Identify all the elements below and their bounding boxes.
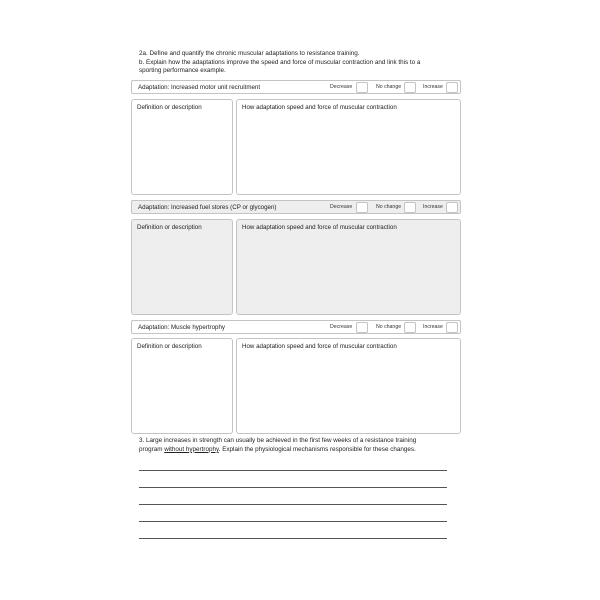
- no-change-label: No change: [376, 204, 402, 210]
- definition-label: Definition or description: [137, 224, 202, 231]
- definition-label: Definition or description: [137, 343, 202, 350]
- adaptation-title: Adaptation: Muscle hypertrophy: [138, 324, 226, 331]
- increase-label: Increase: [423, 204, 443, 210]
- definition-box-1[interactable]: [131, 99, 233, 195]
- explanation-box-3[interactable]: [236, 338, 461, 434]
- answer-line[interactable]: [139, 504, 447, 505]
- decrease-label: Decrease: [330, 84, 353, 90]
- decrease-checkbox[interactable]: [356, 82, 368, 93]
- increase-label: Increase: [423, 324, 443, 330]
- question-3-text: [139, 437, 416, 455]
- no-change-checkbox[interactable]: [404, 82, 416, 93]
- adaptation-bar-2: [131, 200, 461, 214]
- question-2-text: [139, 50, 420, 76]
- increase-checkbox[interactable]: [446, 322, 458, 333]
- question-2a: 2a. Define and quantify the chronic muscular adaptations to resistance training.: [139, 50, 360, 57]
- no-change-label: No change: [376, 84, 402, 90]
- explanation-box-2[interactable]: [236, 219, 461, 315]
- answer-line[interactable]: [139, 538, 447, 539]
- explanation-box-1[interactable]: [236, 99, 461, 195]
- increase-checkbox[interactable]: [446, 202, 458, 213]
- definition-label: Definition or description: [137, 104, 202, 111]
- explanation-label: How adaptation speed and force of muscular contraction: [242, 343, 397, 350]
- adaptation-title: Adaptation: Increased fuel stores (CP or glycogen): [138, 204, 277, 211]
- no-change-checkbox[interactable]: [404, 202, 416, 213]
- answer-line[interactable]: [139, 487, 447, 488]
- explanation-label: How adaptation speed and force of muscular contraction: [242, 104, 397, 111]
- decrease-checkbox[interactable]: [356, 322, 368, 333]
- adaptation-title: Adaptation: Increased motor unit recruitment: [138, 84, 261, 91]
- question-2b: b. Explain how the adaptations improve the speed and force of muscular contraction and link this to a: [139, 58, 421, 66]
- question-3-post: . Explain the physiological mechanisms responsible for these changes.: [218, 445, 416, 453]
- increase-label: Increase: [423, 84, 443, 90]
- decrease-checkbox[interactable]: [356, 202, 368, 213]
- decrease-label: Decrease: [330, 204, 353, 210]
- no-change-checkbox[interactable]: [404, 322, 416, 333]
- question-3-line-1: 3. Large increases in strength can usually be achieved in the first few weeks of a resistance training: [139, 437, 417, 444]
- answer-line[interactable]: [139, 521, 447, 522]
- explanation-label: How adaptation speed and force of muscular contraction: [242, 224, 397, 231]
- adaptation-bar-1: [131, 80, 461, 94]
- no-change-label: No change: [376, 324, 402, 330]
- adaptation-bar-3: [131, 320, 461, 334]
- definition-box-3[interactable]: [131, 338, 233, 434]
- question-3-pre: program: [139, 445, 165, 453]
- question-3-line-2: [139, 446, 416, 455]
- question-3-underlined: without hypertrophy: [164, 445, 219, 453]
- decrease-label: Decrease: [330, 324, 353, 330]
- definition-box-2[interactable]: [131, 219, 233, 315]
- increase-checkbox[interactable]: [446, 82, 458, 93]
- answer-line[interactable]: [139, 470, 447, 471]
- question-2b-cont: sporting performance example.: [139, 67, 226, 75]
